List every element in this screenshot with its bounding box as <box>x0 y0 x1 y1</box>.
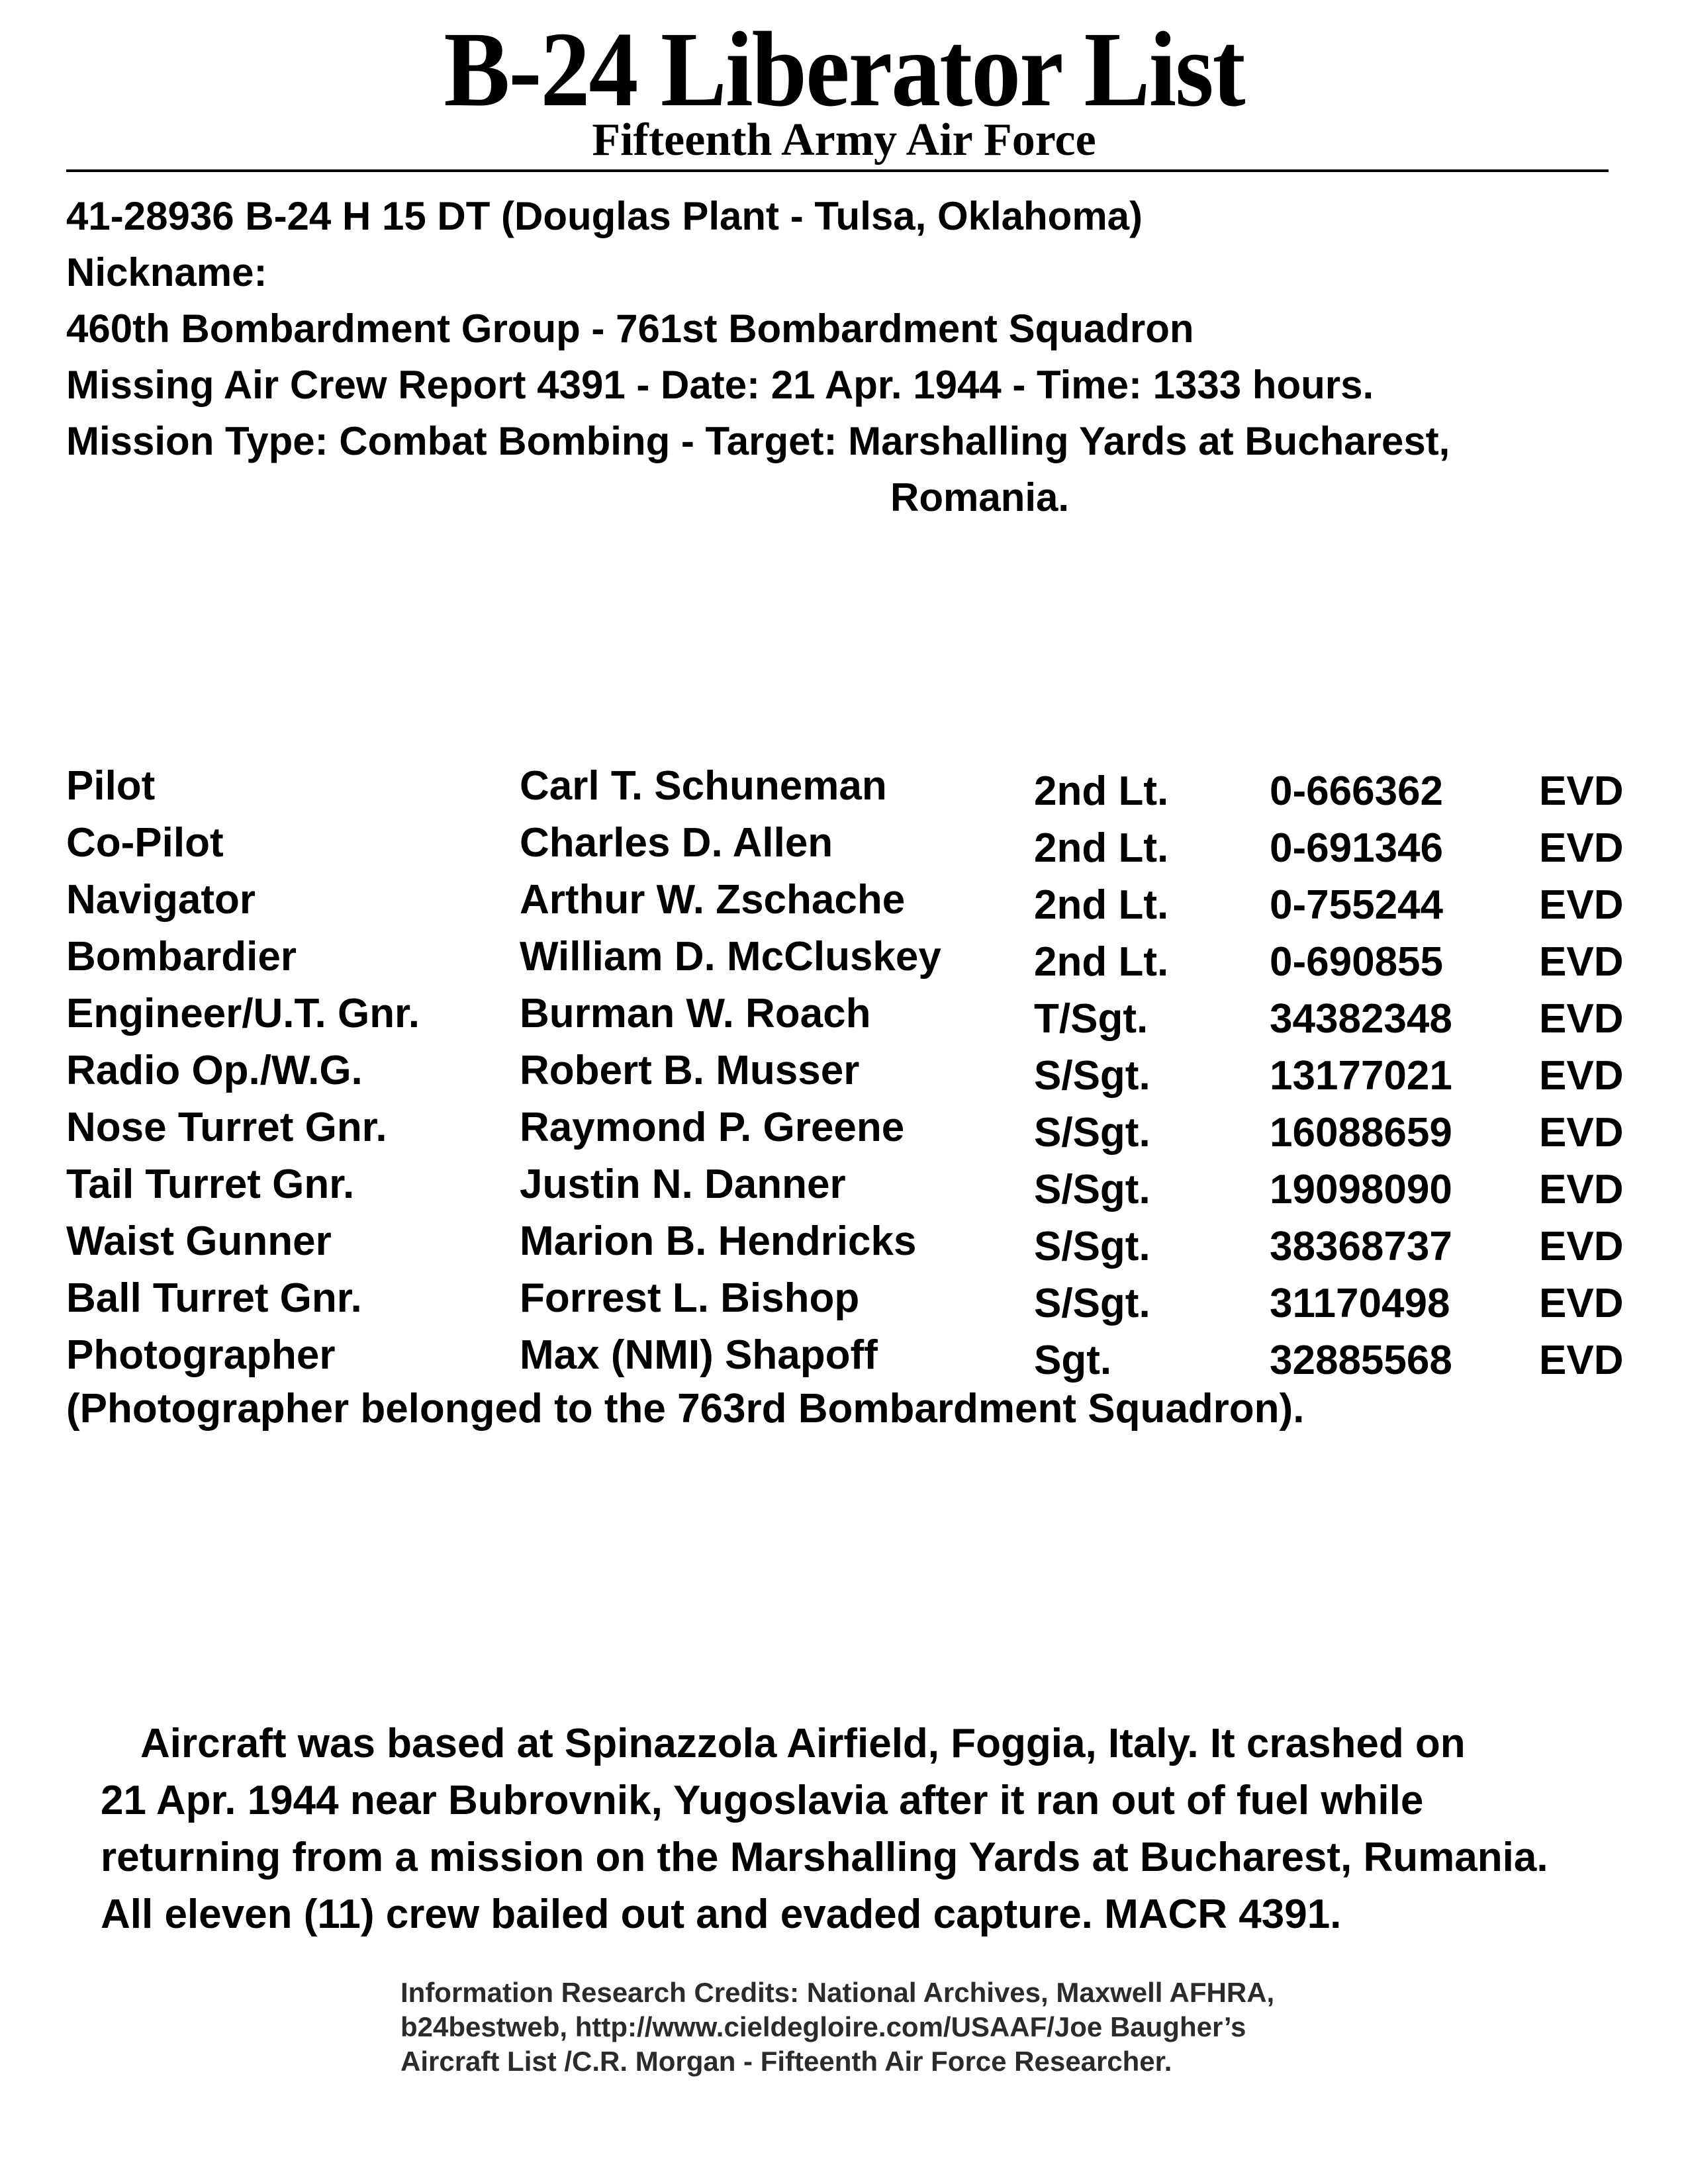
crew-name: Raymond P. Greene <box>520 1105 905 1150</box>
crew-status: EVD <box>1539 768 1624 814</box>
crew-position: Waist Gunner <box>66 1218 332 1264</box>
crew-name: Arthur W. Zschache <box>520 877 906 923</box>
crew-row <box>0 1270 1688 1327</box>
crew-serial: 38368737 <box>1270 1224 1452 1269</box>
crew-rank: Sgt. <box>1034 1338 1112 1383</box>
crew-serial: 32885568 <box>1270 1338 1452 1383</box>
crew-name: Carl T. Schuneman <box>520 763 887 809</box>
credits-line: b24bestweb, http://www.cieldegloire.com/USAAF/Joe Baugher’s <box>400 2011 1246 2042</box>
crew-status: EVD <box>1539 939 1624 985</box>
crew-row <box>0 872 1688 929</box>
summary-line: returning from a mission on the Marshalling Yards at Bucharest, Rumania. <box>101 1835 1548 1880</box>
summary-line: 21 Apr. 1944 near Bubrovnik, Yugoslavia after it ran out of fuel while <box>101 1778 1424 1823</box>
crew-rank: 2nd Lt. <box>1034 939 1169 985</box>
crew-serial: 34382348 <box>1270 996 1452 1042</box>
crew-serial: 31170498 <box>1270 1281 1450 1326</box>
credits-line: Information Research Credits: National Archives, Maxwell AFHRA, <box>400 1977 1275 2008</box>
research-credits <box>400 1976 1526 2079</box>
crew-row <box>0 758 1688 815</box>
crew-rank: S/Sgt. <box>1034 1110 1150 1156</box>
aircraft-mission-continued: Romania. <box>890 475 1070 520</box>
crew-status: EVD <box>1539 825 1624 871</box>
crew-status: EVD <box>1539 882 1624 928</box>
crew-position: Photographer <box>66 1332 336 1378</box>
crew-note: (Photographer belonged to the 763rd Bombardment Squadron). <box>66 1386 1305 1432</box>
incident-summary <box>101 1715 1623 1943</box>
crew-name: Robert B. Musser <box>520 1048 860 1093</box>
crew-serial: 0-691346 <box>1270 825 1444 871</box>
aircraft-serial-line: 41-28936 B-24 H 15 DT (Douglas Plant - Tulsa, Oklahoma) <box>66 194 1143 238</box>
crew-serial: 0-666362 <box>1270 768 1444 814</box>
crew-position: Engineer/U.T. Gnr. <box>66 991 420 1036</box>
crew-position: Bombardier <box>66 934 297 979</box>
crew-name: William D. McCluskey <box>520 934 941 979</box>
crew-row <box>0 929 1688 985</box>
crew-row <box>0 1042 1688 1099</box>
crew-name: Charles D. Allen <box>520 820 833 866</box>
crew-position: Navigator <box>66 877 256 923</box>
crew-row <box>0 1156 1688 1213</box>
crew-name: Justin N. Danner <box>520 1161 846 1207</box>
crew-position: Nose Turret Gnr. <box>66 1105 387 1150</box>
crew-rank: 2nd Lt. <box>1034 768 1169 814</box>
crew-rank: S/Sgt. <box>1034 1281 1150 1326</box>
header-divider <box>66 169 1609 172</box>
crew-serial: 19098090 <box>1270 1167 1452 1212</box>
crew-position: Radio Op./W.G. <box>66 1048 363 1093</box>
page-title: B-24 Liberator List <box>444 10 1244 129</box>
aircraft-unit: 460th Bombardment Group - 761st Bombardment Squadron <box>66 306 1194 351</box>
crew-position: Pilot <box>66 763 156 809</box>
crew-name: Forrest L. Bishop <box>520 1275 860 1321</box>
crew-serial: 0-755244 <box>1270 882 1444 928</box>
crew-name: Max (NMI) Shapoff <box>520 1332 878 1378</box>
crew-status: EVD <box>1539 1053 1624 1099</box>
summary-line: All eleven (11) crew bailed out and evaded capture. MACR 4391. <box>101 1891 1342 1937</box>
crew-status: EVD <box>1539 1224 1624 1269</box>
crew-row <box>0 1327 1688 1384</box>
crew-rank: S/Sgt. <box>1034 1224 1150 1269</box>
crew-row <box>0 815 1688 872</box>
crew-position: Ball Turret Gnr. <box>66 1275 362 1321</box>
crew-serial: 0-690855 <box>1270 939 1444 985</box>
crew-row <box>0 1099 1688 1156</box>
crew-status: EVD <box>1539 1281 1624 1326</box>
crew-row <box>0 1213 1688 1270</box>
crew-position: Tail Turret Gnr. <box>66 1161 355 1207</box>
crew-name: Burman W. Roach <box>520 991 871 1036</box>
page-subtitle: Fifteenth Army Air Force <box>592 114 1096 165</box>
crew-rank: S/Sgt. <box>1034 1053 1150 1099</box>
aircraft-nickname: Nickname: <box>66 250 267 295</box>
aircraft-mission: Mission Type: Combat Bombing - Target: Marshalling Yards at Bucharest, <box>66 419 1450 463</box>
crew-status: EVD <box>1539 1110 1624 1156</box>
credits-line: Aircraft List /C.R. Morgan - Fifteenth Air Force Researcher. <box>400 2046 1172 2077</box>
crew-rank: 2nd Lt. <box>1034 882 1169 928</box>
crew-rank: 2nd Lt. <box>1034 825 1169 871</box>
crew-serial: 13177021 <box>1270 1053 1452 1099</box>
crew-status: EVD <box>1539 996 1624 1042</box>
crew-name: Marion B. Hendricks <box>520 1218 917 1264</box>
crew-status: EVD <box>1539 1167 1624 1212</box>
crew-status: EVD <box>1539 1338 1624 1383</box>
summary-line: Aircraft was based at Spinazzola Airfield, Foggia, Italy. It crashed on <box>140 1721 1466 1766</box>
crew-serial: 16088659 <box>1270 1110 1452 1156</box>
crew-rank: S/Sgt. <box>1034 1167 1150 1212</box>
crew-rank: T/Sgt. <box>1034 996 1149 1042</box>
aircraft-macr: Missing Air Crew Report 4391 - Date: 21 Apr. 1944 - Time: 1333 hours. <box>66 363 1374 407</box>
crew-row <box>0 985 1688 1042</box>
crew-position: Co-Pilot <box>66 820 224 866</box>
